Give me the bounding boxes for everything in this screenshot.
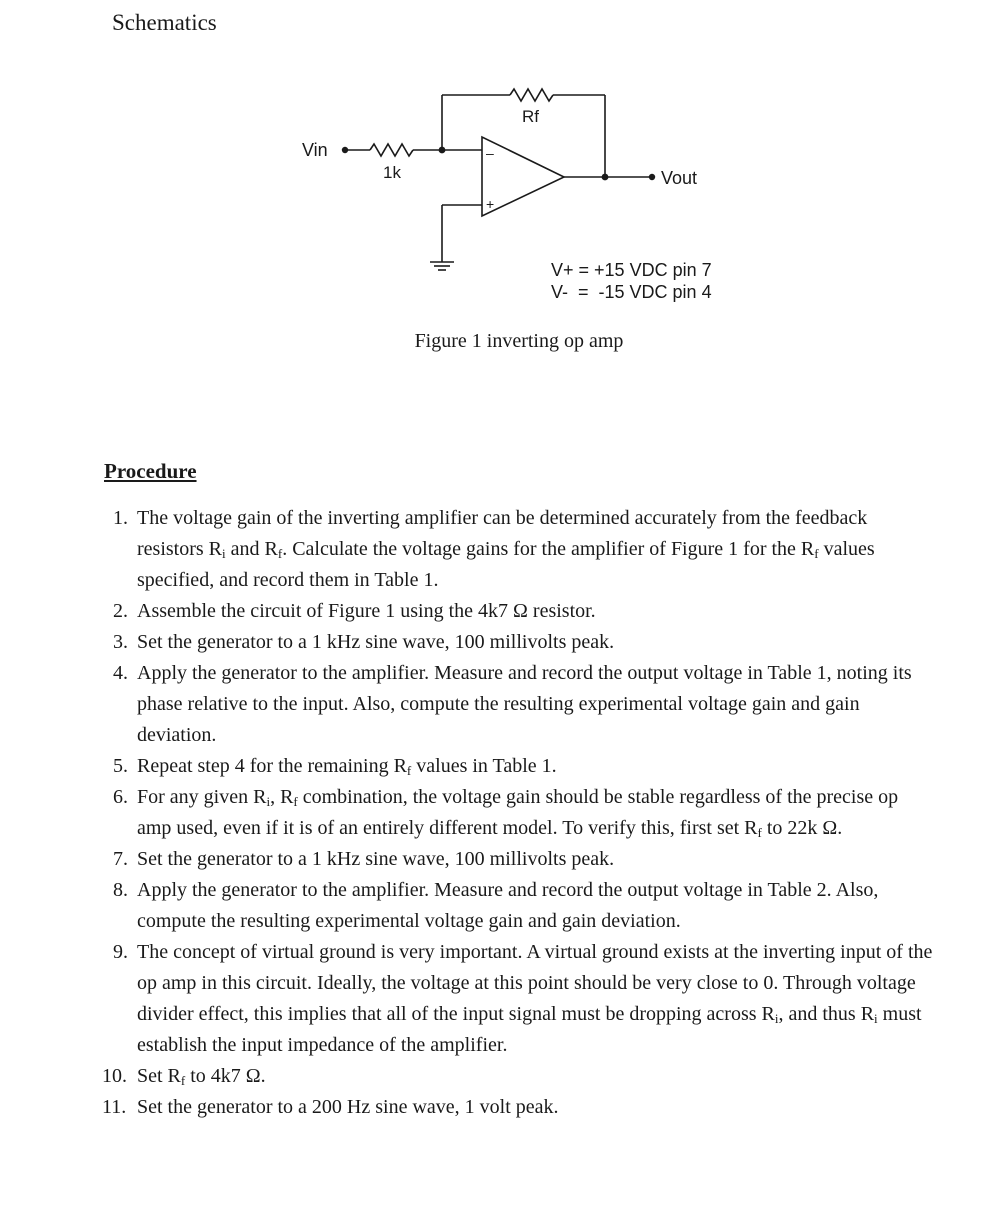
step-text: The concept of virtual ground is very important. A virtual ground exists at the inverting input of the op amp in this circuit. Ideally, the voltage at this point should be very close to 0. Through voltage divider effect, this implies that all of the input signal must be dropping across R xyxy=(137,941,933,1025)
step-text: Apply the generator to the amplifier. Measure and record the output voltage in Table 2. Also, compute the resulting experimental voltage gain and gain deviation. xyxy=(137,879,879,932)
step-text: Assemble the circuit of Figure 1 using the 4k7 Ω resistor. xyxy=(137,600,596,622)
inverting-op-amp-schematic xyxy=(0,0,1002,330)
step-text: must establish the input impedance of the amplifier. xyxy=(137,1003,922,1056)
procedure-step xyxy=(104,627,934,658)
step-text: combination, the voltage gain should be stable regardless of the precise op amp used, even if it is of an entirely different model. To verify this, first set R xyxy=(137,786,899,839)
schematics-heading: Schematics xyxy=(112,10,217,35)
procedure-step xyxy=(104,844,934,875)
figure-caption: Figure 1 inverting op amp xyxy=(414,330,624,352)
procedure-step xyxy=(104,1092,934,1123)
step-text: The voltage gain of the inverting amplifier can be determined accurately from the feedback resistors R xyxy=(137,507,868,560)
r1-label: 1k xyxy=(383,163,401,182)
op-amp-triangle xyxy=(482,137,564,216)
procedure-step xyxy=(104,782,934,844)
procedure-heading: Procedure xyxy=(104,459,197,483)
step-text: For any given R xyxy=(137,786,267,808)
noninverting-input-sign: + xyxy=(486,196,495,212)
subscript: f xyxy=(277,546,283,561)
subscript: i xyxy=(874,1011,878,1026)
step-text: to 4k7 Ω. xyxy=(185,1065,266,1087)
vout-terminal-dot xyxy=(649,174,655,180)
subscript: f xyxy=(757,825,762,840)
feedback-resistor-rf xyxy=(510,89,553,101)
step-number: 7. xyxy=(113,848,128,870)
step-number: 5. xyxy=(113,755,128,777)
step-text: values in Table 1. xyxy=(411,755,557,777)
procedure-steps-list xyxy=(104,503,934,1123)
supply-negative-note: V- = -15 VDC pin 4 xyxy=(551,282,712,302)
rf-label: Rf xyxy=(522,107,539,126)
vin-terminal-dot xyxy=(342,147,348,153)
inverting-input-sign: – xyxy=(486,145,494,161)
procedure-step xyxy=(104,596,934,627)
step-number: 10. xyxy=(102,1065,127,1087)
step-number: 2. xyxy=(113,600,128,622)
step-text: Set the generator to a 1 kHz sine wave, 100 millivolts peak. xyxy=(137,631,615,653)
subscript: f xyxy=(293,794,298,809)
output-node-dot xyxy=(602,174,609,181)
step-number: 8. xyxy=(113,879,128,901)
supply-positive-note: V+ = +15 VDC pin 7 xyxy=(551,260,712,280)
step-text: Repeat step 4 for the remaining R xyxy=(137,755,407,777)
step-text: values specified, and record them in Table 1. xyxy=(137,538,875,591)
procedure-step xyxy=(104,751,934,782)
step-text: Set the generator to a 200 Hz sine wave, 1 volt peak. xyxy=(137,1096,559,1118)
procedure-step xyxy=(104,937,934,1061)
step-text: Set the generator to a 1 kHz sine wave, 100 millivolts peak. xyxy=(137,848,615,870)
vin-label: Vin xyxy=(302,140,328,160)
step-number: 9. xyxy=(113,941,128,963)
procedure-step xyxy=(104,503,934,596)
step-text: and R xyxy=(225,538,278,560)
input-node-dot xyxy=(439,147,446,154)
subscript: f xyxy=(180,1073,186,1088)
step-text: , and thus R xyxy=(778,1003,875,1025)
step-number: 11. xyxy=(102,1096,127,1118)
step-number: 4. xyxy=(113,662,128,684)
subscript: f xyxy=(814,546,819,561)
step-text: . Calculate the voltage gains for the amplifier of Figure 1 for the R xyxy=(282,538,815,560)
procedure-step xyxy=(104,875,934,937)
subscript: i xyxy=(222,546,226,561)
step-number: 6. xyxy=(113,786,128,808)
subscript: i xyxy=(266,794,271,809)
procedure-step xyxy=(104,658,934,751)
step-text: Apply the generator to the amplifier. Measure and record the output voltage in Table 1, noting its phase relative to the input. Also, compute the resulting experimental voltage gain and gain deviation. xyxy=(137,662,912,746)
step-text: Set R xyxy=(137,1065,181,1087)
step-text: , R xyxy=(270,786,294,808)
subscript: i xyxy=(774,1011,779,1026)
step-text: to 22k Ω. xyxy=(761,817,843,839)
procedure-step xyxy=(104,1061,934,1092)
vout-label: Vout xyxy=(661,168,698,188)
input-resistor-1k xyxy=(370,144,413,156)
step-number: 3. xyxy=(113,631,128,653)
step-number: 1. xyxy=(113,507,128,529)
subscript: f xyxy=(406,763,412,778)
